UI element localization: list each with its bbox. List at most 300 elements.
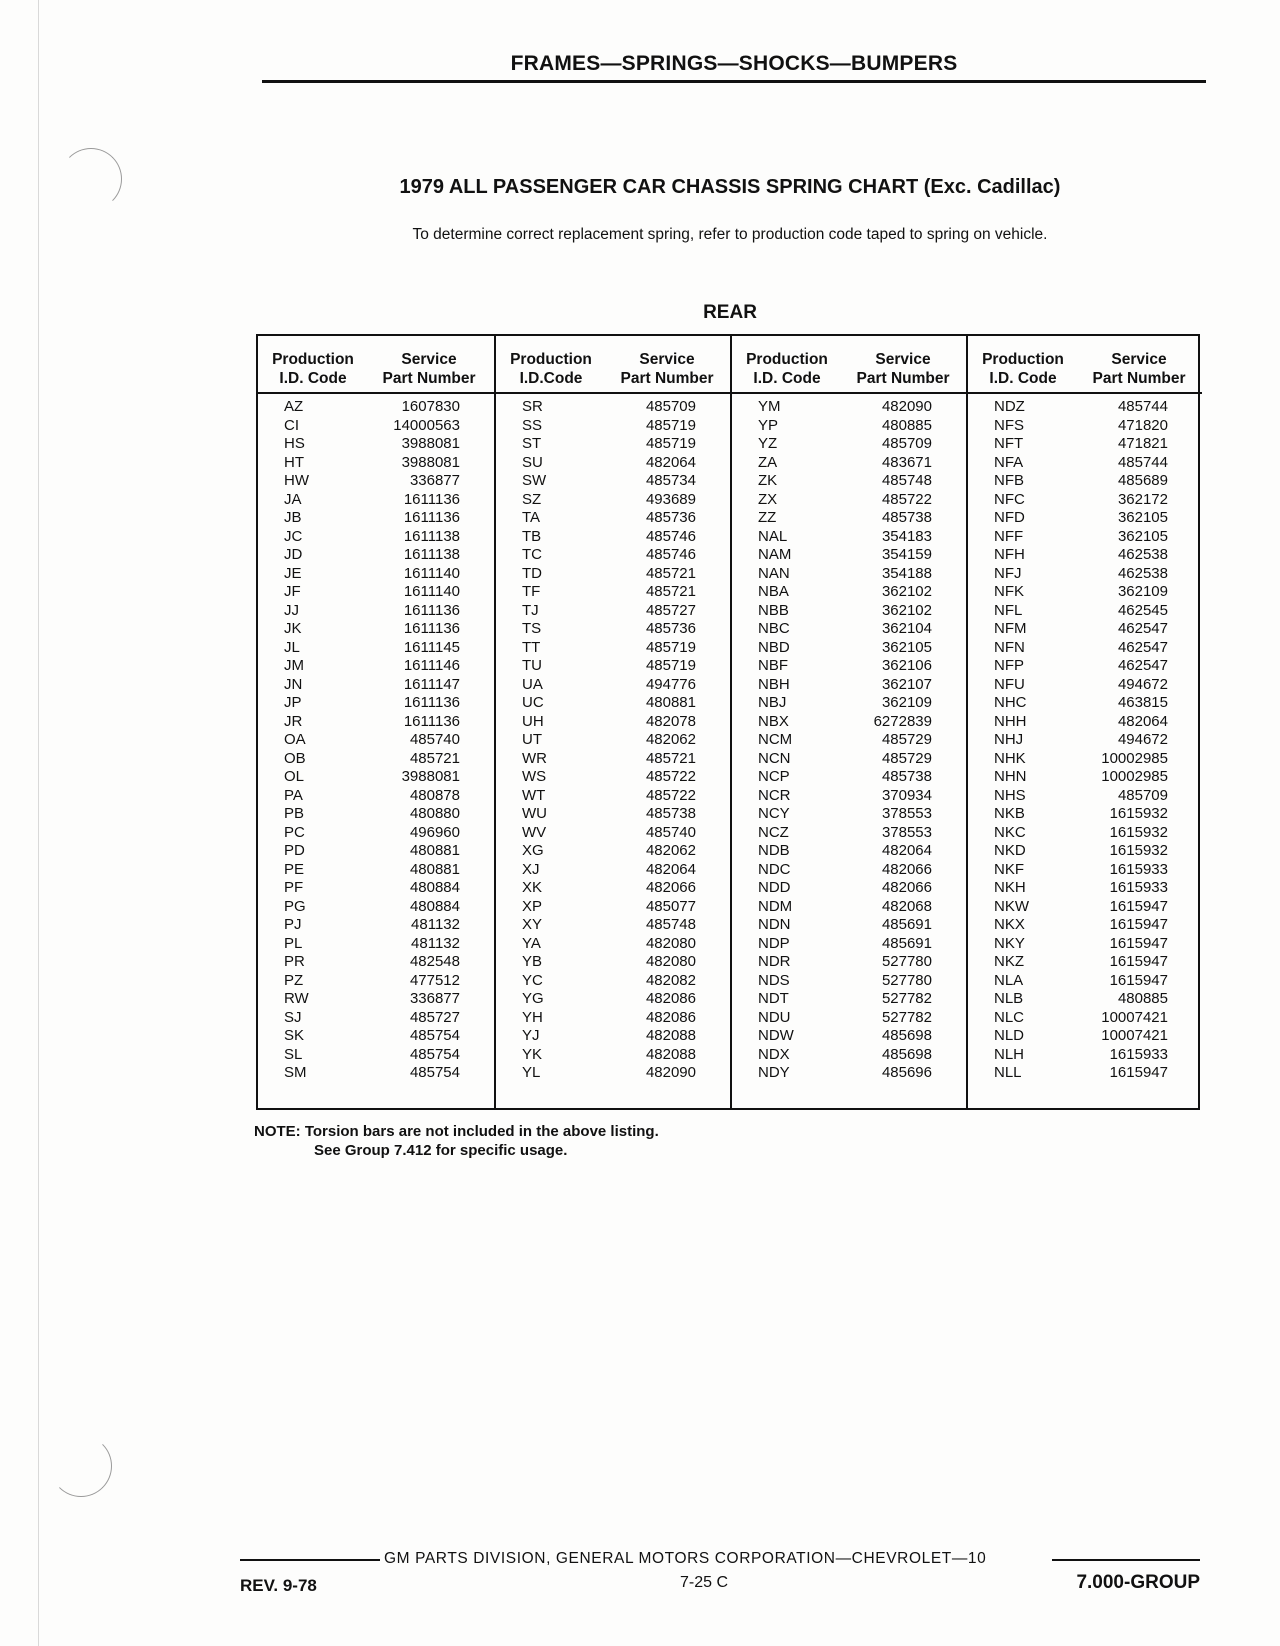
production-id-code: NBF	[758, 657, 788, 674]
service-part-number: 1611140	[403, 583, 460, 600]
service-part-number: 485754	[409, 1064, 460, 1081]
table-row	[258, 1046, 494, 1065]
service-part-number: 485746	[645, 546, 696, 563]
table-row	[258, 750, 494, 769]
table-row	[732, 731, 966, 750]
production-id-code: YH	[522, 1008, 543, 1026]
service-part-number: 480881	[645, 694, 696, 711]
table-row	[258, 713, 494, 732]
table-row	[258, 676, 494, 695]
production-id-code: NKD	[994, 842, 1026, 859]
chart-subtitle: To determine correct replacement spring, refer to production code taped to spring on vehicle.	[412, 226, 1048, 243]
service-part-number: 362105	[1117, 527, 1168, 545]
service-part-number: 485736	[645, 509, 696, 526]
production-id-code: HT	[284, 453, 304, 471]
service-part-number: 485709	[1117, 786, 1168, 804]
service-part-number: 482068	[881, 897, 932, 915]
table-row	[968, 1009, 1202, 1028]
table-row	[258, 639, 494, 658]
table-row	[258, 398, 494, 417]
production-id-code: PG	[284, 897, 306, 915]
production-id-code: JE	[284, 564, 302, 582]
production-id-code: NHK	[994, 749, 1026, 767]
service-part-number: 362102	[881, 583, 932, 600]
production-id-code: CI	[284, 416, 299, 434]
production-id-code: NBC	[758, 620, 790, 637]
table-row	[258, 824, 494, 843]
production-id-code: YK	[522, 1045, 543, 1063]
table-row	[258, 731, 494, 750]
table-row	[496, 861, 730, 880]
table-row	[496, 454, 730, 473]
service-part-number: 1615947	[1109, 916, 1168, 933]
column-group-header	[258, 336, 494, 394]
production-id-code: NFA	[994, 453, 1024, 471]
service-part-number: 462538	[1117, 564, 1168, 582]
service-part-header: Service Part Number	[856, 351, 950, 387]
table-row	[732, 861, 966, 880]
table-row	[968, 1064, 1202, 1083]
table-row	[732, 565, 966, 584]
table-row	[732, 435, 966, 454]
production-id-code: NLL	[994, 1064, 1022, 1081]
table-row	[968, 509, 1202, 528]
table-row	[496, 417, 730, 436]
service-part-number: 482548	[409, 953, 460, 970]
table-row	[258, 491, 494, 510]
service-part-number: 1611136	[403, 490, 460, 508]
production-id-code: TF	[522, 583, 541, 600]
production-id-code: NKH	[994, 879, 1026, 896]
service-part-number: 378553	[881, 823, 932, 841]
footnote	[254, 1122, 659, 1160]
service-part-number: 3988081	[401, 453, 460, 471]
production-id-code: NFS	[994, 416, 1024, 434]
service-part-number: 354183	[881, 527, 932, 545]
production-id-code: YM	[758, 398, 781, 415]
table-row	[496, 824, 730, 843]
table-row	[968, 916, 1202, 935]
service-part-number: 1615947	[1109, 934, 1168, 952]
table-row	[968, 620, 1202, 639]
service-part-number: 1611136	[403, 601, 460, 619]
service-part-header: Service Part Number	[1092, 351, 1186, 387]
production-id-code: NLB	[994, 990, 1024, 1007]
table-row	[732, 972, 966, 991]
table-row	[968, 583, 1202, 602]
production-id-code: NHS	[994, 786, 1026, 804]
service-part-number: 1611140	[403, 564, 460, 582]
production-id-code: ST	[522, 435, 542, 452]
table-row	[968, 898, 1202, 917]
service-part-number: 3988081	[401, 768, 460, 785]
table-row	[968, 694, 1202, 713]
table-row	[732, 990, 966, 1009]
production-id-code: NDC	[758, 860, 791, 878]
service-part-number: 1611136	[403, 694, 460, 711]
table-row	[968, 565, 1202, 584]
production-id-code: NCP	[758, 768, 790, 785]
table-row	[496, 1027, 730, 1046]
footnote-line-1: NOTE: Torsion bars are not included in the above listing.	[254, 1123, 659, 1140]
table-row	[732, 620, 966, 639]
production-id-code: NKX	[994, 916, 1025, 933]
production-id-code: NFC	[994, 490, 1025, 508]
page-edge	[38, 0, 39, 1646]
production-code-header: Production I.D. Code	[982, 351, 1064, 387]
production-id-code: NFP	[994, 657, 1024, 674]
service-part-number: 485691	[881, 916, 932, 933]
table-row	[496, 768, 730, 787]
service-part-number: 494672	[1117, 731, 1168, 748]
table-row	[258, 528, 494, 547]
table-row	[732, 454, 966, 473]
production-id-code: PF	[284, 879, 304, 896]
production-id-code: SS	[522, 416, 543, 434]
table-row	[732, 1064, 966, 1083]
table-row	[496, 620, 730, 639]
table-row	[258, 417, 494, 436]
service-part-number: 480884	[409, 879, 460, 896]
service-part-number: 485721	[409, 749, 460, 767]
table-row	[968, 676, 1202, 695]
table-row	[732, 805, 966, 824]
production-id-code: WV	[522, 823, 547, 841]
table-row	[732, 935, 966, 954]
service-part-number: 1615932	[1109, 842, 1168, 859]
service-part-number: 482090	[881, 398, 932, 415]
table-row	[496, 1009, 730, 1028]
production-id-code: NFN	[994, 638, 1025, 656]
service-part-number: 480885	[1117, 990, 1168, 1007]
service-part-number: 527782	[881, 1008, 932, 1026]
service-part-number: 482064	[881, 842, 932, 859]
production-id-code: YB	[522, 953, 543, 970]
service-part-number: 485727	[645, 601, 696, 619]
service-part-number: 1611147	[403, 675, 460, 693]
production-id-code: JA	[284, 490, 302, 508]
table-row	[496, 583, 730, 602]
production-id-code: NCM	[758, 731, 793, 748]
production-id-code: PZ	[284, 971, 304, 989]
service-part-number: 485738	[881, 768, 932, 785]
service-part-number: 485689	[1117, 472, 1168, 489]
service-part-number: 1611136	[403, 620, 460, 637]
production-id-code: NLH	[994, 1045, 1025, 1063]
table-row	[968, 602, 1202, 621]
service-part-number: 362106	[881, 657, 932, 674]
column-group-header	[732, 336, 966, 394]
table-row	[968, 787, 1202, 806]
service-part-number: 1611146	[403, 657, 460, 674]
table-row	[732, 713, 966, 732]
production-id-code: TB	[522, 527, 542, 545]
footer-rule-left	[240, 1559, 380, 1561]
group-label: 7.000-GROUP	[1076, 1572, 1200, 1593]
production-id-code: ZX	[758, 490, 778, 508]
production-id-code: UC	[522, 694, 544, 711]
production-id-code: SW	[522, 472, 547, 489]
table-row	[732, 750, 966, 769]
table-row	[258, 565, 494, 584]
production-id-code: NDX	[758, 1045, 790, 1063]
service-part-header: Service Part Number	[620, 351, 714, 387]
table-row	[496, 805, 730, 824]
service-part-number: 480881	[409, 860, 460, 878]
service-part-number: 1615947	[1109, 1064, 1168, 1081]
service-part-number: 6272839	[873, 712, 932, 730]
service-part-number: 1615932	[1109, 823, 1168, 841]
production-id-code: NHH	[994, 712, 1027, 730]
table-row	[258, 583, 494, 602]
table-row	[968, 491, 1202, 510]
table-row	[968, 454, 1202, 473]
table-row	[258, 916, 494, 935]
production-id-code: NLD	[994, 1027, 1025, 1044]
service-part-number: 527782	[881, 990, 932, 1007]
table-row	[968, 842, 1202, 861]
production-id-code: NFU	[994, 675, 1025, 693]
production-id-code: NFB	[994, 472, 1024, 489]
service-part-number: 482064	[645, 453, 696, 471]
production-id-code: NDB	[758, 842, 790, 859]
production-id-code: NBX	[758, 712, 789, 730]
service-part-number: 527780	[881, 971, 932, 989]
service-part-number: 1615933	[1109, 879, 1168, 896]
production-id-code: AZ	[284, 398, 304, 415]
production-id-code: WR	[522, 749, 547, 767]
table-row	[258, 435, 494, 454]
production-id-code: JD	[284, 546, 303, 563]
table-row	[496, 935, 730, 954]
table-row	[968, 657, 1202, 676]
service-part-number: 480884	[409, 897, 460, 915]
service-part-number: 485740	[409, 731, 460, 748]
service-part-number: 485691	[881, 934, 932, 952]
service-part-number: 482066	[881, 879, 932, 896]
table-row	[258, 454, 494, 473]
service-part-number: 485744	[1117, 398, 1168, 415]
service-part-number: 493689	[645, 490, 696, 508]
service-part-number: 482090	[645, 1064, 696, 1081]
production-id-code: NFD	[994, 509, 1025, 526]
footnote-line-2: See Group 7.412 for specific usage.	[314, 1142, 568, 1159]
table-row	[968, 1027, 1202, 1046]
production-id-code: NKC	[994, 823, 1026, 841]
production-id-code: NFH	[994, 546, 1025, 563]
service-part-number: 481132	[411, 916, 460, 933]
service-part-number: 485738	[881, 509, 932, 526]
table-row	[732, 768, 966, 787]
service-part-number: 527780	[881, 953, 932, 970]
production-id-code: NFJ	[994, 564, 1022, 582]
table-row	[258, 602, 494, 621]
table-row	[496, 1064, 730, 1083]
service-part-number: 482088	[645, 1045, 696, 1063]
table-row	[968, 935, 1202, 954]
service-part-number: 485722	[645, 768, 696, 785]
footer-division-text: GM PARTS DIVISION, GENERAL MOTORS CORPORATION—CHEVROLET—10	[384, 1550, 987, 1567]
production-code-header: Production I.D. Code	[746, 351, 828, 387]
chart-title: 1979 ALL PASSENGER CAR CHASSIS SPRING CHART (Exc. Cadillac)	[399, 176, 1061, 198]
production-id-code: XP	[522, 897, 543, 915]
service-part-number: 482080	[645, 934, 696, 952]
production-id-code: JP	[284, 694, 302, 711]
production-id-code: NCN	[758, 749, 791, 767]
table-row	[258, 861, 494, 880]
production-id-code: TJ	[522, 601, 539, 619]
production-id-code: PB	[284, 805, 305, 822]
table-row	[258, 879, 494, 898]
production-id-code: NHJ	[994, 731, 1024, 748]
table-row	[732, 879, 966, 898]
table-row	[732, 1009, 966, 1028]
table-row	[732, 953, 966, 972]
table-row	[496, 990, 730, 1009]
production-id-code: SM	[284, 1064, 307, 1081]
table-row	[496, 435, 730, 454]
service-part-number: 485738	[645, 805, 696, 822]
table-row	[258, 620, 494, 639]
service-part-number: 10002985	[1101, 749, 1168, 767]
table-row	[258, 472, 494, 491]
service-part-number: 482088	[645, 1027, 696, 1044]
table-row	[732, 546, 966, 565]
production-id-code: OA	[284, 731, 306, 748]
production-id-code: UA	[522, 675, 543, 693]
table-row	[496, 565, 730, 584]
service-part-number: 482086	[645, 1008, 696, 1026]
production-id-code: NDZ	[994, 398, 1025, 415]
service-part-number: 485729	[881, 749, 932, 767]
production-id-code: NDR	[758, 953, 791, 970]
table-rows	[968, 398, 1202, 1083]
production-id-code: NKW	[994, 897, 1029, 915]
table-row	[968, 750, 1202, 769]
table-row	[732, 472, 966, 491]
service-part-number: 462547	[1117, 638, 1168, 656]
table-row	[968, 528, 1202, 547]
table-row	[732, 509, 966, 528]
service-part-number: 463815	[1117, 694, 1168, 711]
production-id-code: YZ	[758, 435, 778, 452]
production-id-code: JC	[284, 527, 303, 545]
service-part-number: 485709	[645, 398, 696, 415]
table-row	[496, 398, 730, 417]
table-row	[496, 713, 730, 732]
production-id-code: NBD	[758, 638, 790, 656]
table-row	[732, 787, 966, 806]
table-row	[258, 972, 494, 991]
production-id-code: PJ	[284, 916, 302, 933]
service-part-number: 362109	[881, 694, 932, 711]
service-part-number: 485719	[645, 638, 696, 656]
service-part-number: 485734	[645, 472, 696, 489]
table-row	[496, 750, 730, 769]
service-part-number: 485727	[409, 1008, 460, 1026]
production-id-code: NFT	[994, 435, 1024, 452]
production-id-code: NKY	[994, 934, 1025, 952]
column-group-4	[966, 336, 1202, 1108]
production-id-code: WT	[522, 786, 546, 804]
service-part-number: 482082	[645, 971, 696, 989]
service-part-number: 10007421	[1101, 1008, 1168, 1026]
table-row	[732, 694, 966, 713]
service-part-number: 485077	[645, 897, 696, 915]
service-part-number: 354188	[881, 564, 932, 582]
production-id-code: NHN	[994, 768, 1027, 785]
service-part-number: 485748	[881, 472, 932, 489]
service-part-number: 485698	[881, 1045, 932, 1063]
table-row	[258, 935, 494, 954]
service-part-number: 1615947	[1109, 897, 1168, 915]
service-part-number: 370934	[881, 786, 932, 804]
production-id-code: SJ	[284, 1008, 302, 1026]
production-id-code: SK	[284, 1027, 305, 1044]
production-id-code: YA	[522, 934, 541, 952]
service-part-number: 485736	[645, 620, 696, 637]
production-id-code: NDU	[758, 1008, 791, 1026]
service-part-number: 1611145	[403, 638, 460, 656]
table-row	[258, 953, 494, 972]
table-row	[732, 639, 966, 658]
table-row	[732, 824, 966, 843]
production-id-code: JF	[284, 583, 301, 600]
production-id-code: NFK	[994, 583, 1024, 600]
production-id-code: JK	[284, 620, 302, 637]
table-row	[732, 657, 966, 676]
production-id-code: YL	[522, 1064, 541, 1081]
service-part-number: 480885	[881, 416, 932, 434]
production-id-code: TU	[522, 657, 542, 674]
production-id-code: YG	[522, 990, 544, 1007]
table-rows	[258, 398, 494, 1083]
production-id-code: UH	[522, 712, 544, 730]
production-id-code: NLC	[994, 1008, 1025, 1026]
table-row	[496, 953, 730, 972]
production-id-code: JB	[284, 509, 302, 526]
service-part-header: Service Part Number	[382, 351, 476, 387]
service-part-number: 485754	[409, 1045, 460, 1063]
production-id-code: WS	[522, 768, 547, 785]
production-id-code: NHC	[994, 694, 1027, 711]
table-row	[968, 639, 1202, 658]
production-id-code: TT	[522, 638, 541, 656]
production-id-code: PA	[284, 786, 303, 804]
service-part-number: 1607830	[401, 398, 460, 415]
table-row	[496, 639, 730, 658]
production-id-code: NDY	[758, 1064, 790, 1081]
service-part-number: 1611138	[403, 546, 460, 563]
production-id-code: NAN	[758, 564, 790, 582]
production-id-code: YP	[758, 416, 779, 434]
production-id-code: TC	[522, 546, 542, 563]
service-part-number: 485729	[881, 731, 932, 748]
column-group-1	[258, 336, 494, 1108]
service-part-number: 482086	[645, 990, 696, 1007]
header-rule	[262, 80, 1206, 83]
service-part-number: 462538	[1117, 546, 1168, 563]
table-row	[496, 842, 730, 861]
production-id-code: ZA	[758, 453, 778, 471]
production-id-code: SU	[522, 453, 543, 471]
service-part-number: 482066	[645, 879, 696, 896]
service-part-number: 482080	[645, 953, 696, 970]
service-part-number: 354159	[881, 546, 932, 563]
service-part-number: 10007421	[1101, 1027, 1168, 1044]
production-id-code: XY	[522, 916, 543, 933]
service-part-number: 485744	[1117, 453, 1168, 471]
